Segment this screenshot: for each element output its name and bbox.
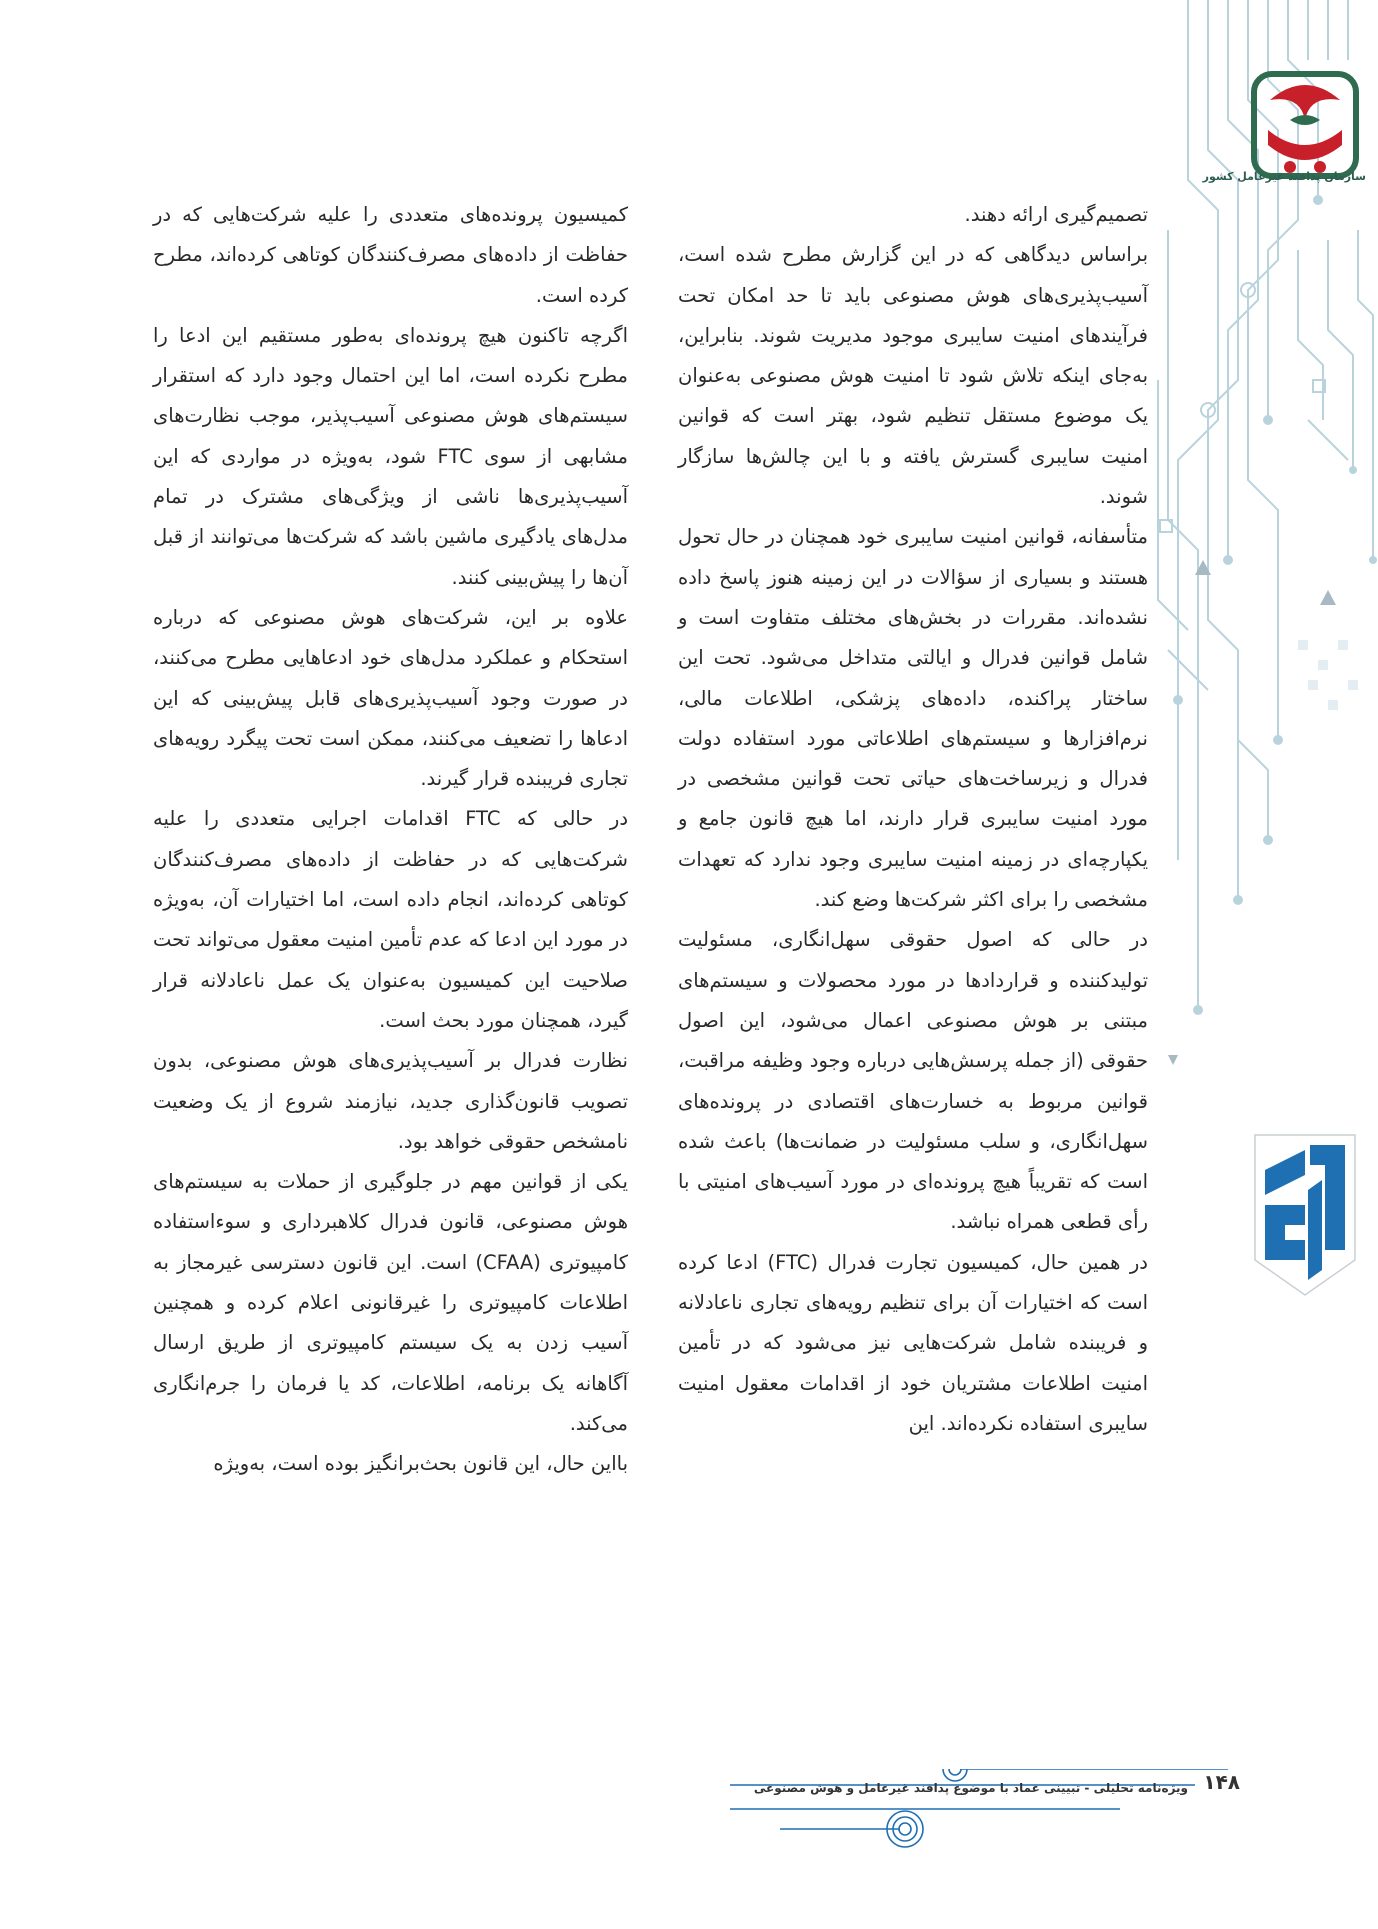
paragraph: کمیسیون پرونده‌های متعددی را علیه شرکت‌هایی که در حفاظت از داده‌های مصرف‌کنندگان کوتاهی کرده‌اند، مطرح کرده است.	[153, 203, 628, 307]
paragraph: علاوه بر این، شرکت‌های هوش مصنوعی که درباره استحکام و عملکرد مدل‌های خود ادعاهایی مطرح می‌کنند، در صورت وجود آسیب‌پذیری‌های قابل پیش‌بینی که این ادعاها را تضعیف می‌کنند، ممکن است تحت پیگرد رویه‌های تجاری فریبنده قرار گیرند.	[153, 605, 628, 791]
paragraph: در حالی که اصول حقوقی سهل‌انگاری، مسئولیت تولیدکننده و قراردادها در مورد محصولات و سیستم‌های مبتنی بر هوش مصنوعی اعمال می‌شود، این اصول حقوقی (از جمله پرسش‌هایی درباره وجود وظیفه مراقبت، قوانین مربوط به خسارت‌های اقتصادی در پرونده‌های سهل‌انگاری، و سلب مسئولیت در ضمانت‌ها) باعث شده است که تقریباً هیچ پرونده‌ای در مورد آسیب‌های امنیتی با رأی قطعی همراه نباشد.	[678, 928, 1148, 1234]
text-column-left	[153, 195, 628, 1485]
paragraph: بااین حال، این قانون بحث‌برانگیز بوده است، به‌ویژه	[213, 1452, 628, 1476]
paragraph: تصمیم‌گیری ارائه دهند.	[964, 203, 1148, 226]
logo-caption: سازمان پدافند غیرعامل کشور	[1202, 170, 1366, 183]
paragraph: اگرچه تاکنون هیچ پرونده‌ای به‌طور مستقیم این ادعا را مطرح نکرده است، اما این احتمال وجود دارد که استقرار سیستم‌های هوش مصنوعی آسیب‌پذیر، موجب نظارت‌های مشابهی از سوی FTC شود، به‌ویژه در مواردی که این آسیب‌پذیری‌ها ناشی از ویژگی‌های مشترک در تمام مدل‌های یادگیری ماشین باشد که شرکت‌ها می‌توانند از قبل آن‌ها را پیش‌بینی کنند.	[153, 323, 628, 589]
footer-title: ویژه‌نامه تحلیلی - تبیینی عماد با موضوع پدافند غیرعامل و هوش مصنوعی	[753, 1781, 1188, 1795]
text-column-right	[678, 195, 1148, 1444]
paragraph: نظارت فدرال بر آسیب‌پذیری‌های هوش مصنوعی، بدون تصویب قانون‌گذاری جدید، نیازمند شروع از یک وضعیت نامشخص حقوقی خواهد بود.	[153, 1049, 628, 1153]
paragraph: براساس دیدگاهی که در این گزارش مطرح شده است، آسیب‌پذیری‌های هوش مصنوعی باید تا حد امکان تحت فرآیندهای امنیت سایبری موجود مدیریت شوند. بنابراین، به‌جای اینکه تلاش شود تا امنیت هوش مصنوعی به‌عنوان یک موضوع مستقل تنظیم شود، بهتر است که قوانین امنیت سایبری گسترش یافته و با این چالش‌ها سازگار شوند.	[678, 243, 1148, 509]
paragraph: در همین حال، کمیسیون تجارت فدرال (FTC) ادعا کرده است که اختیارات آن برای تنظیم رویه‌های تجاری ناعادلانه و فریبنده شامل شرکت‌هایی نیز می‌شود که در تأمین امنیت اطلاعات مشتریان خود از اقدامات معقول امنیت سایبری استفاده نکرده‌اند. این	[678, 1250, 1148, 1435]
paragraph: یکی از قوانین مهم در جلوگیری از حملات به سیستم‌های هوش مصنوعی، قانون فدرال کلاهبرداری و سوءاستفاده کامپیوتری (CFAA) است. این قانون دسترسی غیرمجاز به اطلاعات کامپیوتری را غیرقانونی اعلام کرده و همچنین آسیب زدن به یک سیستم کامپیوتری از طریق ارسال آگاهانه یک برنامه، اطلاعات، کد یا فرمان را جرم‌انگاری می‌کند.	[153, 1170, 628, 1435]
emad-logo	[1250, 1130, 1360, 1300]
page-number: ۱۴۸	[1203, 1770, 1240, 1794]
paragraph: متأسفانه، قوانین امنیت سایبری خود همچنان در حال تحول هستند و بسیاری از سؤالات در این زمینه هنوز پاسخ داده نشده‌اند. مقررات در بخش‌های مختلف متفاوت است و شامل قوانین فدرال و ایالتی متداخل می‌شود. تحت این ساختار پراکنده، داده‌های پزشکی، اطلاعات مالی، نرم‌افزارها و سیستم‌های اطلاعاتی مورد استفاده دولت فدرال و زیرساخت‌های حیاتی تحت قوانین مشخصی در مورد امنیت سایبری قرار دارند، اما هیچ قانون جامع و یکپارچه‌ای در زمینه امنیت سایبری وجود ندارد که تعهدات مشخصی را برای اکثر شرکت‌ها وضع کند.	[678, 525, 1148, 912]
paragraph: در حالی که FTC اقدامات اجرایی متعددی را علیه شرکت‌هایی که در حفاظت از داده‌های مصرف‌کنندگان کوتاهی کرده‌اند، انجام داده است، اما اختیارات آن، به‌ویژه در مورد این ادعا که عدم تأمین امنیت معقول می‌تواند تحت صلاحیت این کمیسیون به‌عنوان یک عمل ناعادلانه قرار گیرد، همچنان مورد بحث است.	[153, 807, 628, 1032]
